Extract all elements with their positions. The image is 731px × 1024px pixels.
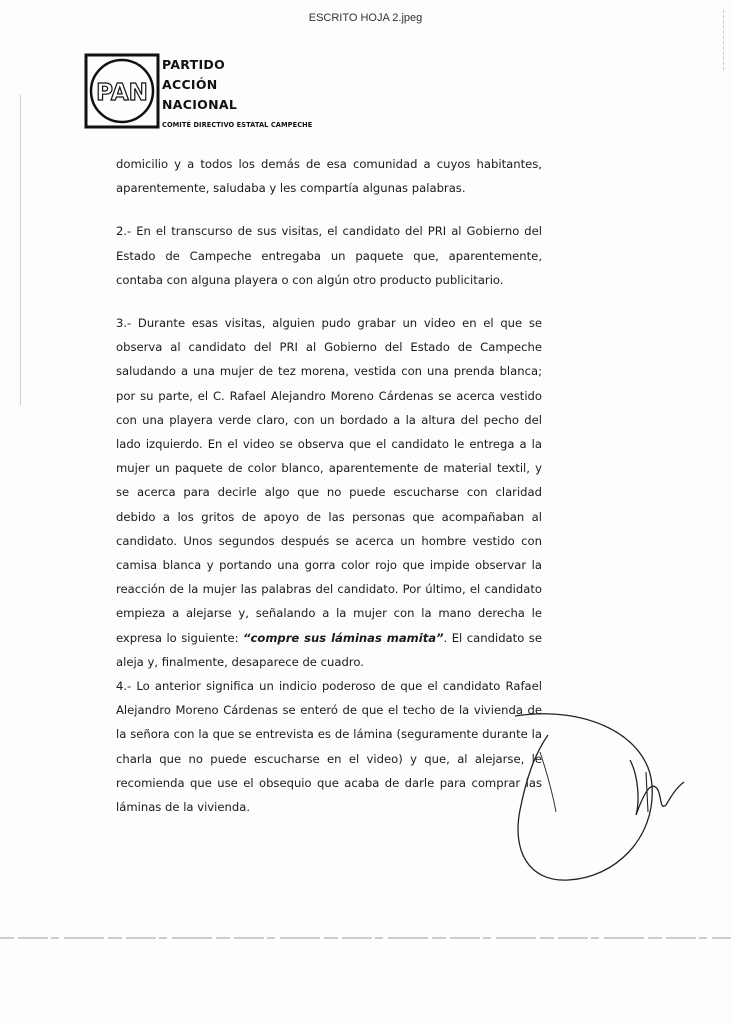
paragraph-1: domicilio y a todos los demás de esa comunidad a cuyos habitantes, aparentemente, saludaba y les compartía algunas palabras. <box>116 157 542 196</box>
quoted-phrase: “compre sus láminas mamita” <box>243 630 444 645</box>
party-line: NACIONAL <box>162 97 238 112</box>
paragraph-4: 4.- Lo anterior significa un indicio poderoso de que el candidato Rafael Alejandro Moreno Cárdenas se enteró de que el techo de la vivienda de la señora con la que se entrevista es de lámina (seguramente durante la charla que no puede escucharse en el video) y que, al alejarse, le recomienda que use el obsequio que acaba de darle para comprar las láminas de la vivienda. <box>116 679 542 815</box>
party-line: ACCIÓN <box>162 77 218 92</box>
party-line: PARTIDO <box>162 57 226 72</box>
logo-text: PAN <box>96 80 148 106</box>
paragraph-2: 2.- En el transcurso de sus visitas, el candidato del PRI al Gobierno del Estado de Campeche entregaba un paquete que, aparentemente, contaba con alguna playera o con algún otro producto publicitario. <box>116 224 542 287</box>
committee-name: COMITÉ DIRECTIVO ESTATAL CAMPECHE <box>162 121 313 129</box>
paragraph-3-text: 3.- Durante esas visitas, alguien pudo grabar un video en el que se observa al candidato del PRI al Gobierno del Estado de Campeche saludando a una mujer de tez morena, vestida con una prenda blanca; por su parte, el C. Rafael Alejandro Moreno Cárdenas se acerca vestido con una playera verde claro, con un bordado a la altura del pecho del lado izquierdo. En el video se observa que el candidato le entrega a la mujer un paquete de color blanco, aparentemente de material textil, y se acerca para decirle algo que no puede escucharse con claridad debido a los gritos de apoyo de las personas que acompañaban al candidato. Unos segundos después se acerca un hombre vestido con camisa blanca y portando una gorra color rojo que impide observar la reacción de la mujer las palabras del candidato. Por último, el candidato empieza a alejarse y, señalando a la mujer con la mano derecha le expresa lo siguiente: <box>116 316 542 645</box>
paragraph-3-ending: . El candidato se aleja y, finalmente, desaparece de cuadro. <box>116 630 542 669</box>
file-title: ESCRITO HOJA 2.jpeg <box>308 12 423 24</box>
footer-rule <box>0 937 731 939</box>
